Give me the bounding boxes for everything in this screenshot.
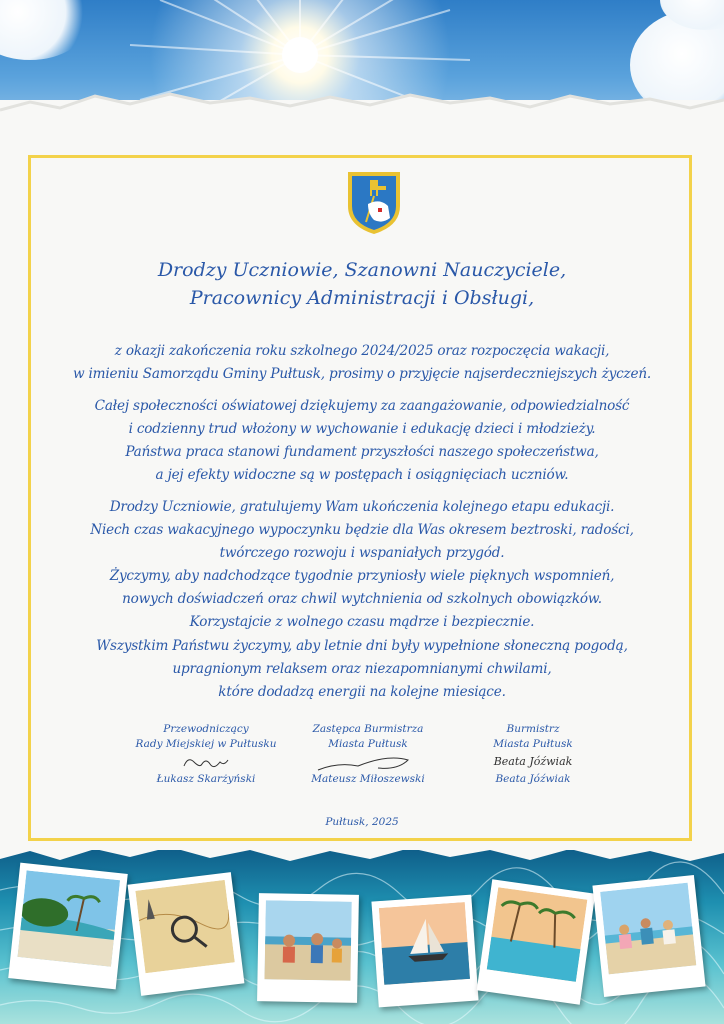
- text-line: z okazji zakończenia roku szkolnego 2024/2025 oraz rozpoczęcia wakacji,: [114, 343, 610, 359]
- heading-line-2: Pracownicy Administracji i Obsługi,: [189, 287, 535, 309]
- text-line: w imieniu Samorządu Gminy Pułtusk, prosimy o przyjęcie najserdeczniejszych życzeń.: [72, 366, 652, 382]
- text-line: twórczego rozwoju i wspaniałych przygód.: [219, 545, 505, 561]
- kids-beach-photo: [257, 893, 359, 1003]
- text-line: a jej efekty widoczne są w postępach i osiągnięciach uczniów.: [155, 467, 569, 483]
- signature-mayor: [433, 722, 633, 787]
- signature-title: Burmistrz: [506, 723, 560, 735]
- torn-paper-edge-top: [0, 88, 724, 128]
- signature-title: Zastępca Burmistrza: [312, 723, 424, 735]
- paragraph-students: [36, 496, 688, 634]
- signature-name: Beata Jóźwiak: [495, 773, 571, 785]
- text-line: Życzymy, aby nadchodzące tygodnie przyniosły wiele pięknych wspomnień,: [109, 568, 615, 584]
- sailboat-sunset-photo: [371, 895, 478, 1008]
- text-line: i codzienny trud włożony w wychowanie i edukację dzieci i młodzieży.: [128, 421, 596, 437]
- text-line: które dodadzą energii na kolejne miesiące.: [218, 684, 506, 700]
- text-line: upragnionym relaksem oraz niezapomnianymi chwilami,: [172, 661, 552, 677]
- text-line: Wszystkim Państwu życzymy, aby letnie dni były wypełnione słoneczną pogodą,: [96, 638, 628, 654]
- signature-name: Łukasz Skarżyński: [156, 773, 256, 785]
- beach-palm-photo: [8, 863, 128, 990]
- torn-paper-edge-bottom: [0, 835, 724, 875]
- text-line: nowych doświadczeń oraz chwil wytchnienia od szkolnych obowiązków.: [122, 591, 602, 607]
- paragraph-wishes: [36, 635, 688, 704]
- signature-title: Rady Miejskiej w Pułtusku: [135, 738, 277, 750]
- coat-of-arms-icon: [346, 170, 402, 236]
- text-line: Państwa praca stanowi fundament przyszłości naszego społeczeństwa,: [125, 444, 599, 460]
- text-line: Niech czas wakacyjnego wypoczynku będzie dla Was okresem beztroski, radości,: [90, 522, 634, 538]
- heading-line-1: Drodzy Uczniowie, Szanowni Nauczyciele,: [157, 259, 567, 281]
- text-line: Całej społeczności oświatowej dziękujemy za zaangażowanie, odpowiedzialność: [94, 398, 630, 414]
- signature-title: Przewodniczący: [163, 723, 249, 735]
- travel-map-photo: [128, 872, 245, 996]
- signature-name: Mateusz Miłoszewski: [311, 773, 425, 785]
- friends-beach-photo: [592, 875, 705, 997]
- paragraph-intro: [36, 340, 688, 386]
- signature-title: Miasta Pułtusk: [493, 738, 573, 750]
- text-line: Drodzy Uczniowie, gratulujemy Wam ukończenia kolejnego etapu edukacji.: [109, 499, 615, 515]
- paragraph-thanks: [36, 395, 688, 487]
- greeting-heading: [40, 256, 684, 312]
- pool-palms-photo: [477, 879, 596, 1004]
- place-and-date: Pułtusk, 2025: [325, 816, 399, 828]
- handwritten-signature: Beata Jóźwiak: [493, 755, 573, 768]
- text-line: Korzystajcie z wolnego czasu mądrze i bezpiecznie.: [189, 614, 535, 630]
- signature-title: Miasta Pułtusk: [328, 738, 408, 750]
